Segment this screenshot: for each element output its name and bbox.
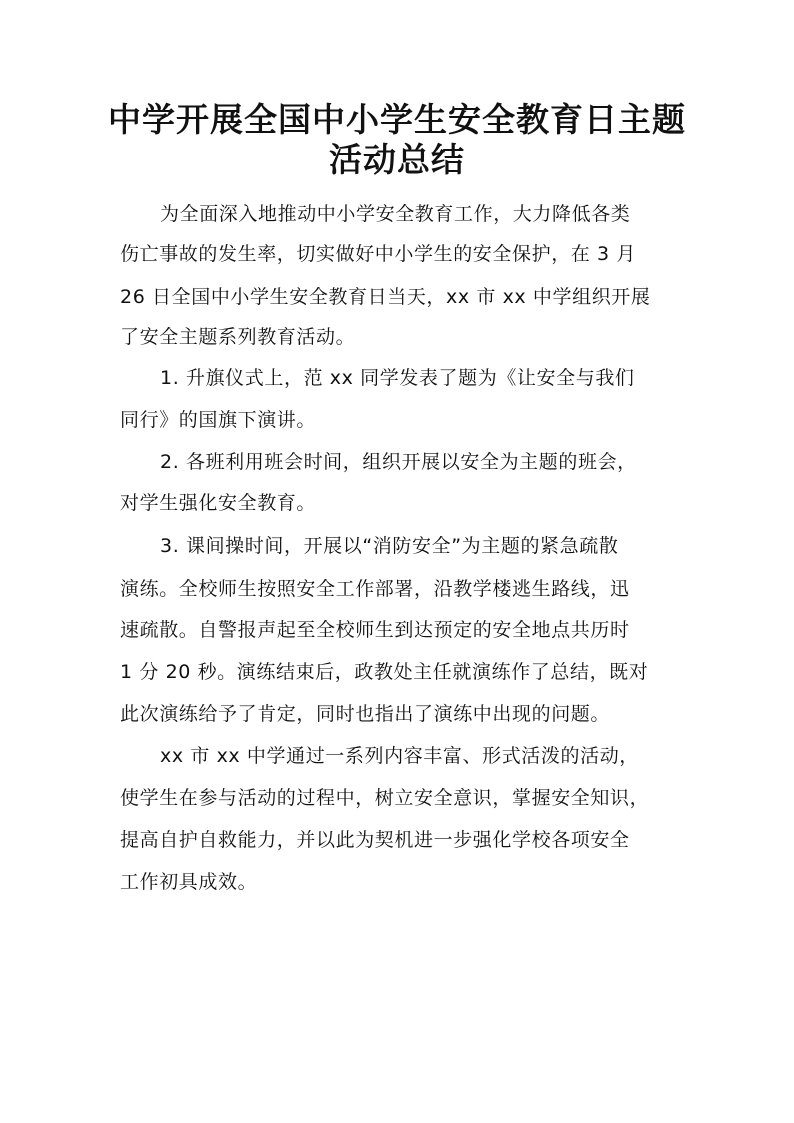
paragraph-item3-line-3: 速疏散。自警报声起至全校师生到达预定的安全地点共历时 [120, 619, 630, 641]
paragraph-summary-line-1: xx 市 xx 中学通过一系列内容丰富、形式活泼的活动， [160, 745, 639, 767]
paragraph-summary-line-3: 提高自护自救能力，并以此为契机进一步强化学校各项安全 [120, 829, 630, 851]
paragraph-item3-line-5: 此次演练给予了肯定，同时也指出了演练中出现的问题。 [120, 703, 611, 725]
paragraph-intro-line-1: 为全面深入地推动中小学安全教育工作，大力降低各类 [160, 203, 631, 225]
paragraph-item3-line-2: 演练。全校师生按照安全工作部署，沿教学楼逃生路线，迅 [120, 578, 630, 600]
document-title-line-2: 活动总结 [329, 140, 465, 179]
paragraph-intro-line-4: 了安全主题系列教育活动。 [120, 326, 356, 348]
document-title-line-1: 中学开展全国中小学生安全教育日主题 [108, 100, 686, 139]
paragraph-item1-line-2: 同行》的国旗下演讲。 [120, 409, 317, 431]
paragraph-item2-line-1: 2. 各班利用班会时间，组织开展以安全为主题的班会， [160, 451, 637, 473]
paragraph-intro-line-2: 伤亡事故的发生率，切实做好中小学生的安全保护，在 3 月 [120, 243, 636, 265]
paragraph-item3-line-4: 1 分 20 秒。演练结束后，政教处主任就演练作了总结，既对 [120, 661, 649, 683]
paragraph-summary-line-2: 使学生在参与活动的过程中，树立安全意识，掌握安全知识， [120, 787, 650, 809]
paragraph-summary-line-4: 工作初具成效。 [120, 871, 258, 893]
paragraph-item2-line-2: 对学生强化安全教育。 [120, 492, 317, 514]
paragraph-intro-line-3: 26 日全国中小学生安全教育日当天，xx 市 xx 中学组织开展 [120, 286, 651, 308]
paragraph-item1-line-1: 1. 升旗仪式上，范 xx 同学发表了题为《让安全与我们 [160, 367, 635, 389]
paragraph-item3-line-1: 3. 课间操时间，开展以“消防安全”为主题的紧急疏散 [160, 535, 619, 557]
